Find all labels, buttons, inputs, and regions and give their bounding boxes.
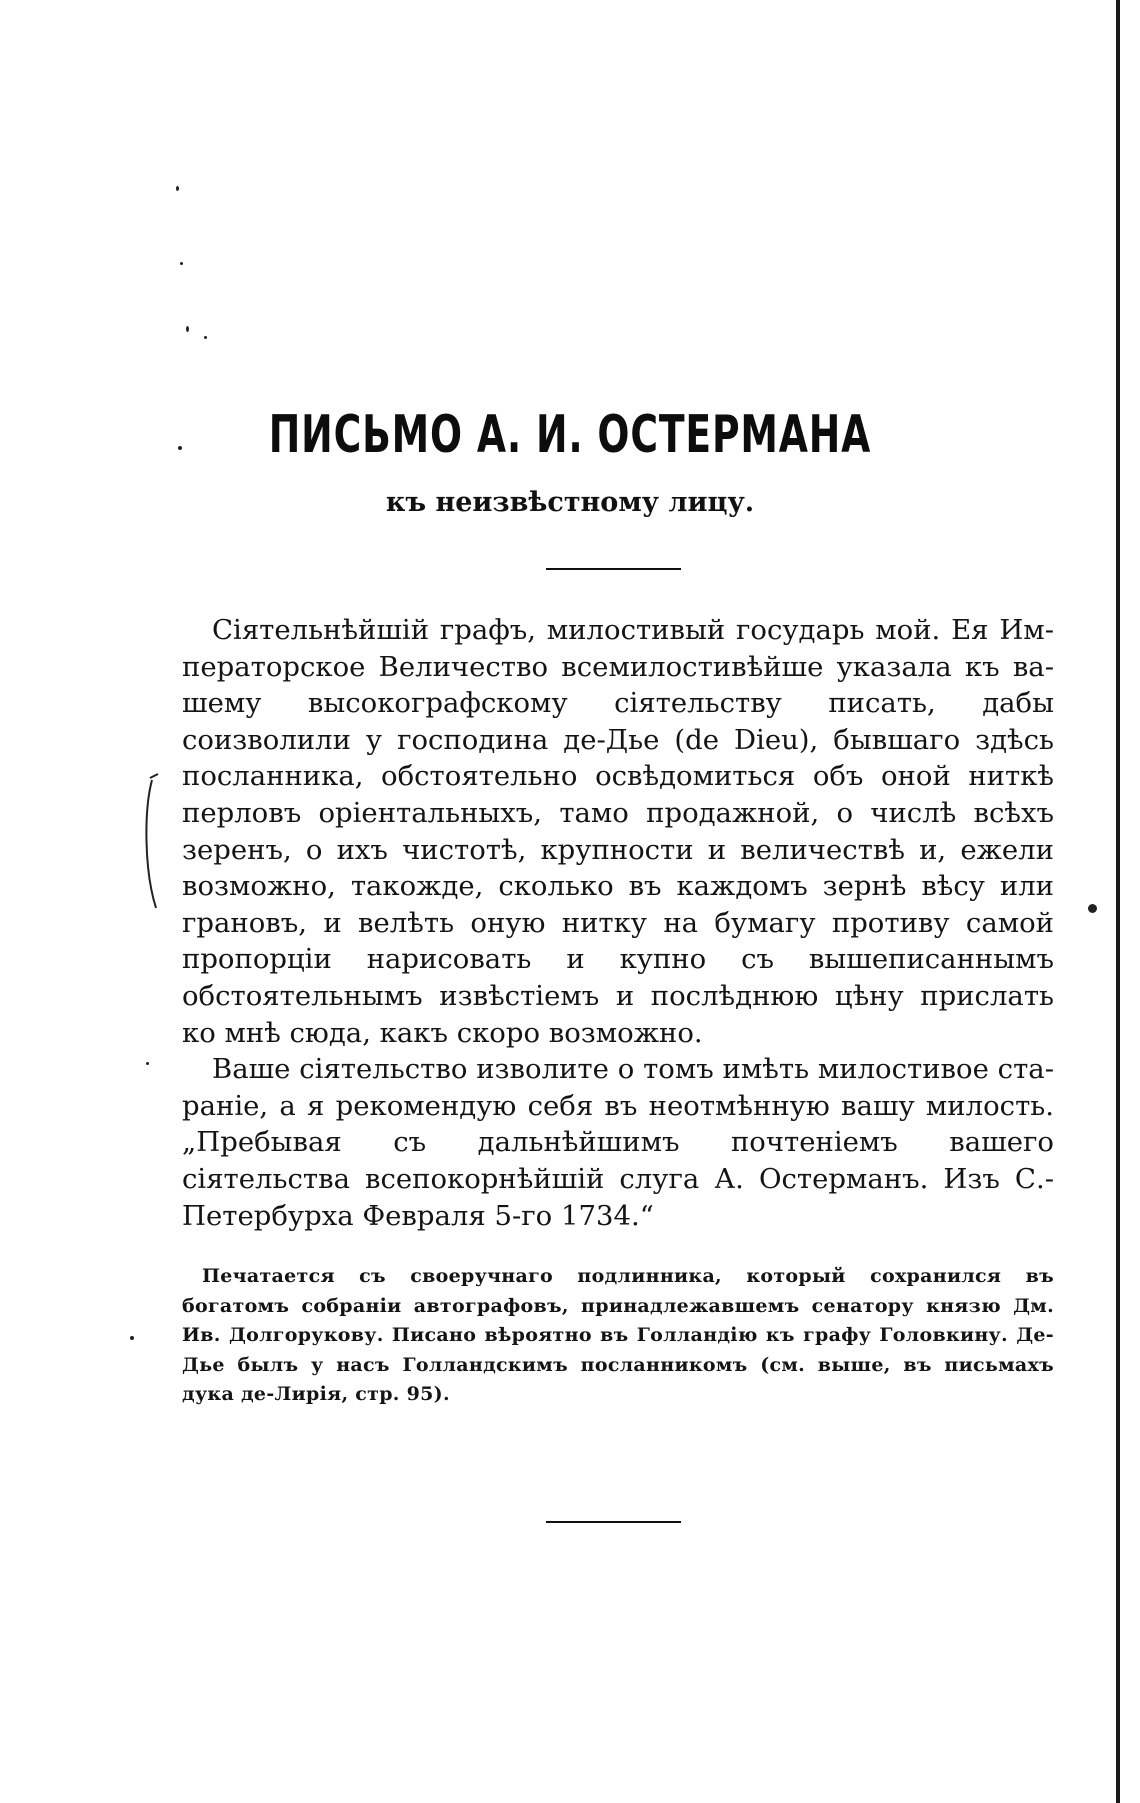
letter-body xyxy=(182,612,1054,1234)
letter-paragraph-2: Ваше сіятельство изволите о томъ имѣть милостивое стараніе, а я рекомендую себя въ неотмѣнную вашу милость. „Пребывая съ дальнѣйшимъ почтеніемъ вашего сіятельства всепокорнѣйшій слуга А. Остерманъ. Изъ С.-Петербурха Февраля 5-го 1734.“ xyxy=(182,1053,1054,1232)
scan-speck xyxy=(146,1062,149,1065)
scan-speck xyxy=(204,336,207,339)
letter-paragraph-1: Сіятельнѣйшій графъ, милостивый государь мой. Ея Императорское Величество всемилостивѣйше указала къ вашему высокографскому сіятельству писать, дабы соизволили у господина де-Дье (de Dieu), бывшаго здѣсь посланника, обстоятельно освѣдомиться объ оной ниткѣ перловъ оріентальныхъ, тамо продажной, о числѣ всѣхъ зеренъ, о ихъ чистотѣ, крупности и величествѣ и, ежели возможно, такожде, сколько въ каждомъ зернѣ вѣсу или грановъ, и велѣть оную нитку на бумагу противу самой пропорціи нарисовать и купно съ вышеписаннымъ обстоятельнымъ извѣстіемъ и послѣднюю цѣну прислать ко мнѣ сюда, какъ скоро возможно. xyxy=(182,614,1054,1049)
scan-speck xyxy=(176,186,179,191)
scan-speck xyxy=(186,326,189,332)
title-divider xyxy=(546,568,681,570)
scan-speck xyxy=(130,1336,134,1340)
scan-edge-border xyxy=(1116,0,1120,1803)
margin-bracket-mark xyxy=(140,770,170,912)
scan-speck xyxy=(178,446,182,450)
footnote-text: Печатается съ своеручнаго подлинника, который сохранился въ богатомъ собраніи автографовъ, принадлежавшемъ сенатору князю Дм. Ив. Долгорукову. Писано вѣроятно въ Голландію къ графу Головкину. Де-Дье былъ у насъ Голландскимъ посланникомъ (см. выше, въ письмахъ дука де-Лирія, стр. 95). xyxy=(182,1265,1054,1405)
editorial-footnote xyxy=(182,1262,1054,1410)
page-subtitle: къ неизвѣстному лицу. xyxy=(385,487,755,518)
page-title: ПИСЬМО А. И. ОСТЕРМАНА xyxy=(268,404,872,465)
end-divider xyxy=(546,1521,681,1523)
scan-speck xyxy=(1088,904,1097,913)
scan-speck xyxy=(180,262,183,265)
